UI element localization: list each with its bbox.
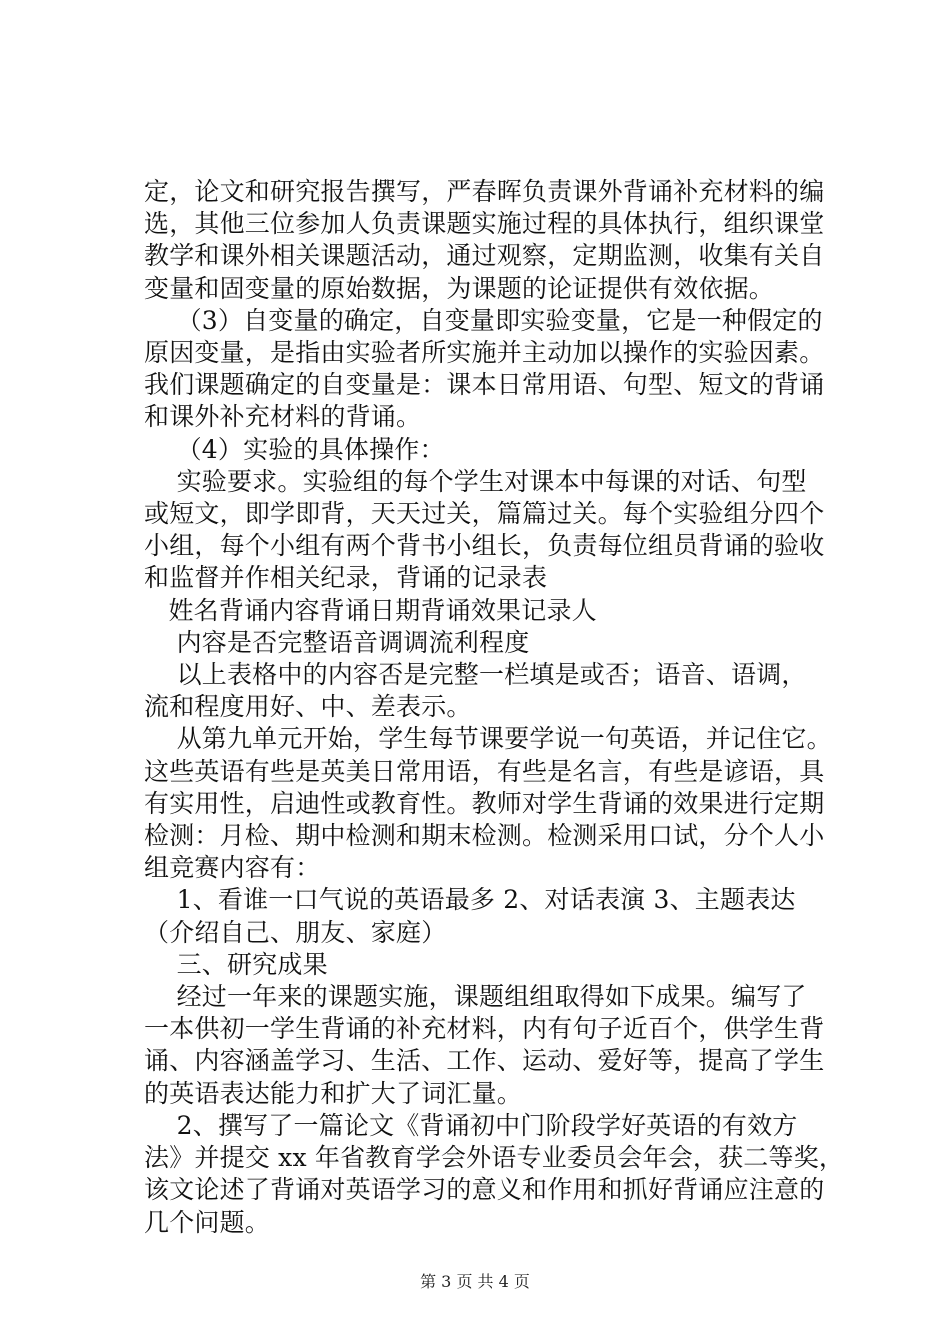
text-line: 从第九单元开始，学生每节课要学说一句英语，并记住它。: [144, 724, 832, 754]
text-line: 内容是否完整语音调调流利程度: [144, 627, 530, 657]
text-line: 或短文，即学即背，天天过关，篇篇过关。每个实验组分四个: [144, 499, 825, 529]
text-line: 法》并提交 xx 年省教育学会外语专业委员会年会，获二等奖，: [144, 1143, 845, 1173]
text-line: 和课外补充材料的背诵。: [144, 402, 422, 432]
text-line: 变量和固变量的原始数据，为课题的论证提供有效依据。: [144, 273, 775, 303]
text-line: 有实用性，启迪性或教育性。教师对学生背诵的效果进行定期: [144, 788, 825, 818]
text-line: 一本供初一学生背诵的补充材料，内有句子近百个，供学生背: [144, 1014, 825, 1044]
text-line: 原因变量，是指由实验者所实施并主动加以操作的实验因素。: [144, 338, 825, 368]
text-line: 组竞赛内容有：: [144, 853, 321, 883]
text-line: 该文论述了背诵对英语学习的意义和作用和抓好背诵应注意的: [144, 1175, 825, 1205]
text-line: 几个问题。: [144, 1207, 271, 1237]
text-line: 的英语表达能力和扩大了词汇量。: [144, 1078, 523, 1108]
section-heading: 三、研究成果: [144, 949, 328, 979]
text-line: 经过一年来的课题实施，课题组组取得如下成果。编写了: [144, 982, 807, 1012]
text-line: （4）实验的具体操作：: [144, 434, 445, 464]
text-line: 诵、内容涵盖学习、生活、工作、运动、爱好等，提高了学生: [144, 1046, 825, 1076]
text-line: 和监督并作相关纪录，背诵的记录表: [144, 563, 548, 593]
body-text: [144, 176, 845, 1239]
text-line: 实验要求。实验组的每个学生对课本中每课的对话、句型: [144, 466, 807, 496]
text-line: 我们课题确定的自变量是：课本日常用语、句型、短文的背诵: [144, 370, 825, 400]
text-line: 定，论文和研究报告撰写，严春晖负责课外背诵补充材料的编: [144, 177, 825, 206]
page-number-footer: 第 3 页 共 4 页: [420, 1272, 530, 1291]
text-line: 2、撰写了一篇论文《背诵初中门阶段学好英语的有效方: [144, 1110, 798, 1140]
text-line: 检测：月检、期中检测和期末检测。检测采用口试，分个人小: [144, 821, 825, 851]
text-line: 这些英语有些是英美日常用语，有些是名言，有些是谚语，具: [144, 756, 825, 786]
text-line: 姓名背诵内容背诵日期背诵效果记录人: [144, 595, 597, 625]
text-line: 以上表格中的内容否是完整一栏填是或否；语音、语调，: [144, 660, 807, 690]
text-line: 教学和课外相关课题活动，通过观察，定期监测，收集有关自: [144, 241, 825, 271]
text-line: 小组，每个小组有两个背书小组长，负责每位组员背诵的验收: [144, 531, 825, 561]
text-line: （3）自变量的确定，自变量即实验变量，它是一种假定的: [144, 305, 823, 335]
text-line: 选，其他三位参加人负责课题实施过程的具体执行，组织课堂: [144, 209, 825, 239]
text-line: 1、看谁一口气说的英语最多 2、对话表演 3、主题表达: [144, 885, 796, 915]
text-line: （介绍自己、朋友、家庭）: [144, 917, 447, 947]
text-line: 流和程度用好、中、差表示。: [144, 692, 472, 722]
